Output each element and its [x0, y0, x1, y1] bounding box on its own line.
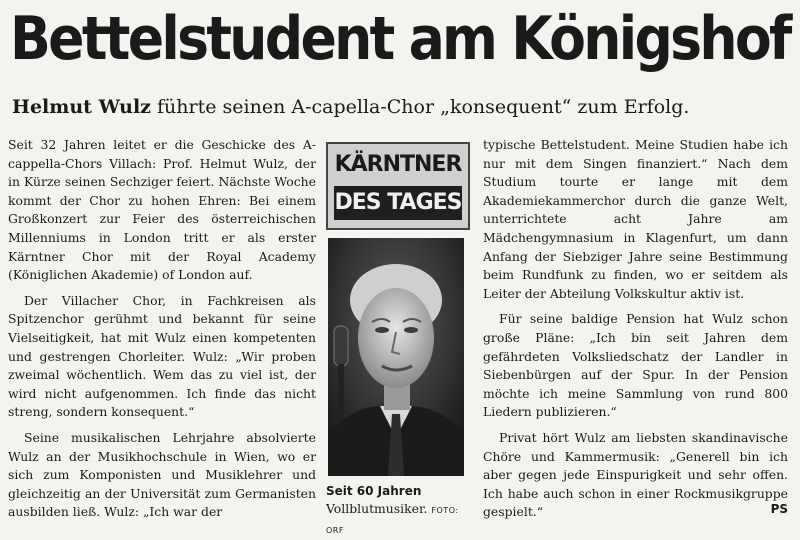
- box-line-1: KÄRNTNER: [334, 152, 462, 177]
- subhead-name: Helmut Wulz: [12, 96, 151, 118]
- portrait-photo: [328, 238, 464, 476]
- paragraph: Seine musikalischen Lehrjahre absolvierte Wulz an der Musikhochschule in Wien, wo er sich zum Komponisten und Musiklehrer und gleichzeitig an der Universität zum Germanisten ausbilden ließ. Wulz: „Ich war der: [8, 429, 316, 520]
- article-column-right: [483, 136, 788, 529]
- caption-bold: Seit 60 Jahren: [326, 484, 422, 498]
- paragraph: Seit 32 Jahren leitet er die Geschicke des A-cappella-Chors Villach: Prof. Helmut Wulz, der in Kürze seinen Sechziger feiert. Nächste Woche kommt der Chor zu hohen Ehren: Bei einem Großkonzert zur Feier des österreichischen Millenniums in London tritt er als erster Kärntner Chor mit der Royal Academy (Königlichen Akademie) of London auf.: [8, 137, 316, 283]
- subhead-text: führte seinen A-capella-Chor „konsequent“ zum Erfolg.: [157, 96, 690, 118]
- kaerntner-des-tages-box: [326, 142, 470, 230]
- subheadline: [12, 94, 788, 120]
- portrait-illustration: [328, 238, 464, 476]
- headline: Bettelstudent am Königshof: [10, 4, 790, 74]
- paragraph: Privat hört Wulz am liebsten skandinavische Chöre und Kammermusik: „Generell bin ich aber gegen jede Einspurigkeit und sehr offen. Ich habe auch schon in einer Rockmusikgruppe gespielt.“: [483, 429, 788, 520]
- caption-text: Vollblutmusiker.: [326, 501, 428, 516]
- author-signature: PS: [770, 502, 788, 516]
- paragraph: Der Villacher Chor, in Fachkreisen als Spitzenchor gerühmt und bekannt für seine Vielseitigkeit, hat mit Wulz einen kompetenten und gestrengen Chorleiter. Wulz: „Wir proben zweimal wöchentlich. Wem das zu viel ist, der wird nicht aufgenommen. Ich finde das nicht streng, sondern konsequent.“: [8, 292, 316, 420]
- photo-caption: [326, 482, 472, 540]
- box-line-2: DES TAGES: [334, 186, 462, 220]
- paragraph: Für seine baldige Pension hat Wulz schon große Pläne: „Ich bin seit Jahren dem gefährdeten Volksliedschatz der Landler in Siebenbürgen auf der Spur. In der Pension möchte ich meine Sammlung von rund 800 Liedern publizieren.“: [483, 311, 788, 420]
- paragraph: typische Bettelstudent. Meine Studien habe ich nur mit dem Singen finanziert.“ Nach dem Studium tourte er lange mit dem Akademiekammerchor durch die ganze Welt, unterrichtete acht Jahre am Mädchengymnasium in Klagenfurt, um dann Anfang der Siebziger Jahre seine Bestimmung beim Rundfunk zu finden, wo er seitdem als Leiter der Abteilung Volkskultur aktiv ist.: [483, 137, 788, 301]
- article-column-left: [8, 136, 316, 529]
- photo-credit: FOTO: ORF: [326, 506, 459, 535]
